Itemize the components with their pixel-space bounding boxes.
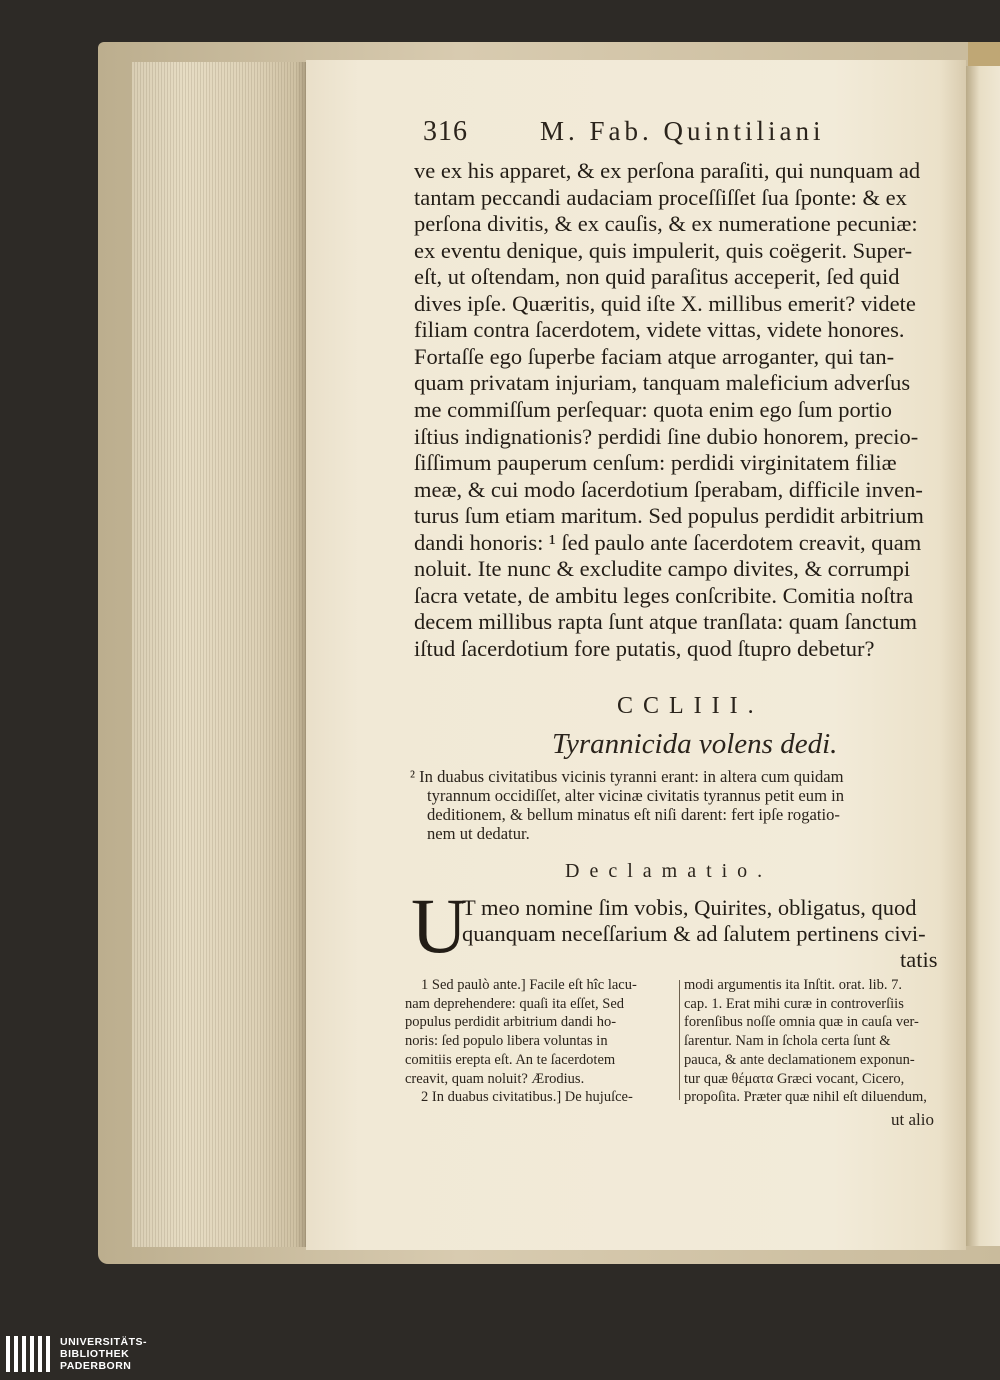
library-logo-line1: UNIVERSITÄTS-	[60, 1336, 148, 1348]
text-line: nem ut dedatur.	[427, 824, 530, 843]
text-line: me commiſſum perſequar: quota enim ego ſum portio	[414, 396, 893, 422]
text-line: noris: ſed populo libera voluntas in	[405, 1033, 608, 1050]
library-logo-mark	[6, 1336, 54, 1372]
drop-initial: U	[411, 882, 468, 969]
text-line: iſtud ſacerdotium fore putatis, quod ſtupro debetur?	[414, 635, 875, 661]
text-line: modi argumentis ita Inſtit. orat. lib. 7.	[684, 977, 903, 993]
text-line: 2 In duabus civitatibus.] De hujuſce-	[421, 1089, 633, 1106]
text-line: tantam peccandi audaciam proceſſiſſet ſua ſponte: & ex	[414, 184, 907, 210]
text-line: 1 Sed paulò ante.] Facile eſt hîc lacu-	[421, 977, 637, 993]
text-line: iſtius indignationis? perdidi ſine dubio honorem, precio-	[414, 423, 919, 449]
section-number: CCLIII.	[617, 693, 764, 719]
text-line: propoſita. Præter quæ nihil eſt diluendum,	[684, 1089, 927, 1106]
text-line: noluit. Ite nunc & excludite campo divites, & corrumpi	[414, 556, 911, 582]
text-line: ſarentur. Nam in ſchola certa ſunt &	[684, 1033, 891, 1050]
text-line: deditionem, & bellum minatus eſt niſi darent: fert ipſe rogatio-	[427, 805, 840, 824]
text-line: dives ipſe. Quæritis, quid iſte X. millibus emerit? videte	[414, 290, 916, 316]
text-line: ² In duabus civitatibus vicinis tyranni erant: in altera cum quidam	[410, 767, 844, 786]
text-line: decem millibus rapta ſunt atque tranſlata: quam ſanctum	[414, 609, 917, 635]
text-line: populus perdidit arbitrium dandi ho-	[405, 1014, 617, 1031]
text-line: ex eventu denique, quis impulerit, quis coëgerit. Super-	[414, 237, 913, 263]
text-line: creavit, quam noluit? Ærodius.	[405, 1070, 585, 1087]
text-line: Fortaſſe ego ſuperbe faciam atque arroganter, qui tan-	[414, 343, 895, 369]
catchword: ut alio	[891, 1110, 934, 1129]
text-line: ſiſſimum pauperum cenſum: perdidi virginitatem filiæ	[414, 450, 897, 476]
text-line: quanquam neceſſarium & ad ſalutem pertinens civi-	[462, 921, 926, 946]
text-line: nam deprehendere: quaſi ita eſſet, Sed	[405, 995, 625, 1012]
text-line: T meo nomine ſim vobis, Quirites, obligatus, quod	[462, 895, 917, 920]
running-title: M. Fab. Quintiliani	[540, 116, 825, 146]
text-line: dandi honoris: ¹ ſed paulo ante ſacerdotem creavit, quam	[414, 529, 922, 555]
library-logo-line3: PADERBORN	[60, 1360, 132, 1372]
declamatio-heading: Declamatio.	[565, 860, 773, 882]
text-line: pauca, & ante declamationem exponun-	[684, 1051, 915, 1068]
text-line: eſt, ut oſtendam, non quid paraſitus acceperit, ſed quid	[414, 264, 900, 290]
text-line: cap. 1. Erat mihi curæ in controverſiis	[684, 995, 904, 1012]
text-line: ve ex his apparet, & ex perſona paraſiti, qui nunquam ad	[414, 158, 921, 183]
library-logo-line2: BIBLIOTHEK	[60, 1348, 130, 1360]
text-line: tur quæ θέματα Græci vocant, Cicero,	[684, 1070, 905, 1087]
facing-page-edge	[966, 66, 1000, 1246]
text-line: tatis	[900, 947, 938, 972]
text-line: ſacra vetate, de ambitu leges conſcribite. Comitia noſtra	[414, 582, 914, 608]
text-line: perſona divitis, & ex cauſis, & ex numeratione pecuniæ:	[414, 211, 918, 237]
page-edges	[132, 62, 310, 1247]
text-line: quam privatam injuriam, tanquam maleficium adverſus	[414, 370, 911, 396]
text-line: filiam contra ſacerdotem, videte vittas, videte honores.	[414, 317, 905, 343]
text-line: meæ, & cui modo ſacerdotium ſperabam, difficile inven-	[414, 476, 923, 502]
text-line: comitiis erepta eſt. An te ſacerdotem	[405, 1051, 616, 1068]
text-line: turus ſum etiam maritum. Sed populus perdidit arbitrium	[414, 503, 924, 529]
footnote-divider	[679, 980, 680, 1100]
section-title: Tyrannicida volens dedi.	[552, 728, 838, 760]
page-number: 316	[423, 116, 468, 147]
text-line: tyrannum occidiſſet, alter vicinæ civitatis tyrannus petit eum in	[427, 786, 845, 805]
text-line: forenſibus noſſe omnia quæ in cauſa ver-	[684, 1014, 919, 1031]
